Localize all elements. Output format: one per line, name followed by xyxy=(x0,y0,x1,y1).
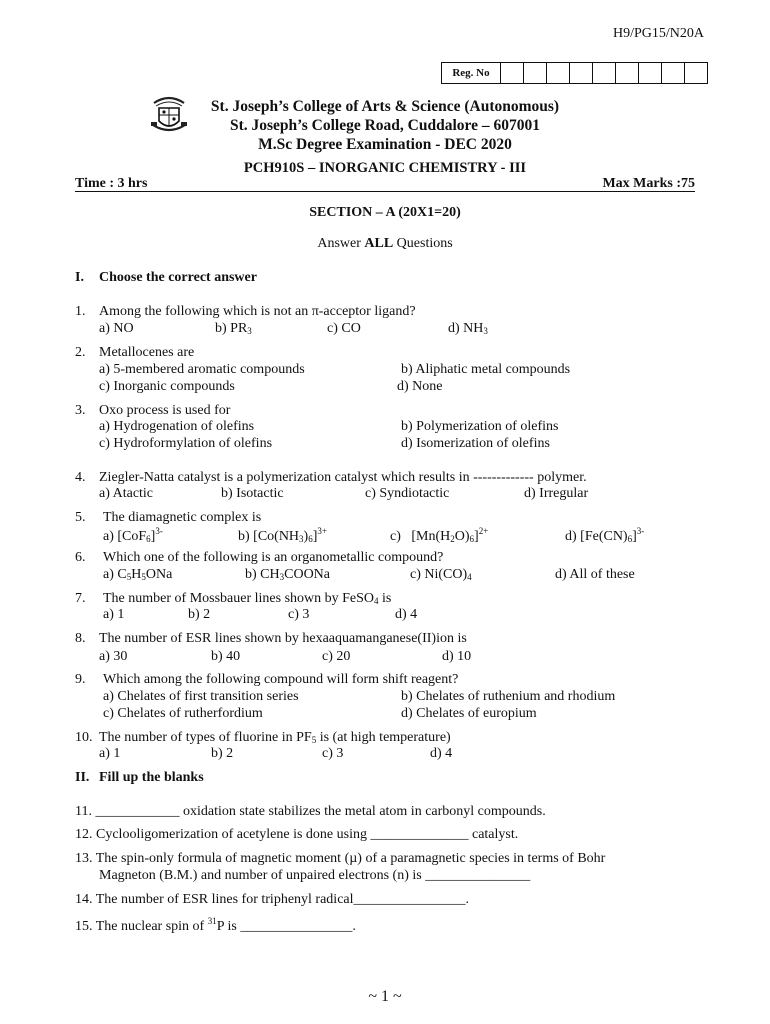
option-d: d) All of these xyxy=(555,567,635,582)
fill-blank-question: 15. The nuclear spin of $^{31}$P is ________________. xyxy=(75,916,356,934)
paper-code: H9/PG15/N20A xyxy=(612,26,704,41)
question-text: The number of Mossbauer lines shown by FeSO$_4$ is xyxy=(103,591,392,606)
option-a: a) NO xyxy=(99,321,134,336)
option-d: d) 4 xyxy=(395,607,418,622)
max-marks-label: Max Marks :75 xyxy=(602,176,695,191)
reg-no-label: Reg. No xyxy=(442,63,501,83)
header-rule xyxy=(75,191,695,192)
question-text: Which among the following compound will form shift reagent? xyxy=(103,672,459,687)
reg-no-cell xyxy=(524,63,547,83)
page-number: ~ 1 ~ xyxy=(368,988,402,1005)
option-b: b) 2 xyxy=(188,607,211,622)
option-c: c) Syndiotactic xyxy=(365,486,450,501)
reg-no-cell xyxy=(616,63,639,83)
option-d: d) Chelates of europium xyxy=(401,706,537,721)
option-d: d) $NH_3$ xyxy=(448,321,488,336)
option-a: a) 1 xyxy=(103,607,125,622)
option-b: b) Aliphatic metal compounds xyxy=(401,362,571,377)
option-a: a) 30 xyxy=(99,649,128,664)
option-c: c) CO xyxy=(327,321,361,336)
option-c: c) Chelates of rutherfordium xyxy=(103,706,263,721)
option-b: b) Polymerization of olefins xyxy=(401,419,559,434)
reg-no-cell xyxy=(501,63,524,83)
question-text: Which one of the following is an organometallic compound? xyxy=(103,550,444,565)
option-a: a) Atactic xyxy=(99,486,154,501)
reg-no-cell xyxy=(639,63,662,83)
college-name: St. Joseph’s College of Arts & Science (Autonomous) xyxy=(210,98,560,115)
option-b: b) $PR_3$ xyxy=(215,321,252,336)
section-title: SECTION – A (20X1=20) xyxy=(309,205,461,220)
question-text: Metallocenes are xyxy=(99,345,195,360)
part-number: I. xyxy=(75,270,84,285)
question-text: The number of ESR lines shown by hexaaquamanganese(II)ion is xyxy=(99,631,467,646)
question-number: 3. xyxy=(75,403,86,418)
option-d: d) Isomerization of olefins xyxy=(401,436,550,451)
question-text: Among the following which is not an π-acceptor ligand? xyxy=(99,304,416,319)
fill-blank-question: 12. Cyclooligomerization of acetylene is done using ______________ catalyst. xyxy=(75,827,519,842)
option-b: b) $[Co(NH_3)_6]^{3+}$ xyxy=(238,526,327,544)
option-c: c) $[Mn(H_2O)_6]^{2+}$ xyxy=(390,526,489,544)
option-c: c) $Ni(CO)_4$ xyxy=(410,567,472,582)
part-number: II. xyxy=(75,770,90,785)
answer-instruction: Answer ALL Questions xyxy=(317,236,453,251)
exam-title: M.Sc Degree Examination - DEC 2020 xyxy=(258,136,512,153)
question-text: The diamagnetic complex is xyxy=(103,510,262,525)
option-d: d) None xyxy=(397,379,443,394)
question-number: 9. xyxy=(75,672,86,687)
question-number: 7. xyxy=(75,591,86,606)
option-b: b) Chelates of ruthenium and rhodium xyxy=(401,689,616,704)
option-c: c) 3 xyxy=(288,607,310,622)
question-number: 8. xyxy=(75,631,86,646)
question-number: 1. xyxy=(75,304,86,319)
question-text: Ziegler-Natta catalyst is a polymerization catalyst which results in ------------- polymer. xyxy=(99,470,587,485)
option-b: b) $CH_3COONa$ xyxy=(245,567,331,582)
question-number: 6. xyxy=(75,550,86,565)
question-number: 10. xyxy=(75,730,93,745)
option-a: a) $[CoF_6]^{3-}$ xyxy=(103,526,163,544)
option-d: d) 10 xyxy=(442,649,472,664)
question-text: The number of types of fluorine in $PF_5$ is (at high temperature) xyxy=(99,730,451,745)
reg-no-cell xyxy=(547,63,570,83)
option-c: c) 20 xyxy=(322,649,351,664)
option-b: b) Isotactic xyxy=(221,486,284,501)
option-c: c) Hydroformylation of olefins xyxy=(99,436,273,451)
fill-blank-question: 11. ____________ oxidation state stabilizes the metal atom in carbonyl compounds. xyxy=(75,804,546,819)
fill-blank-question: 13. The spin-only formula of magnetic moment (µ) of a paramagnetic species in terms of Bohr xyxy=(75,851,606,866)
reg-no-cell xyxy=(570,63,593,83)
part-title: Choose the correct answer xyxy=(99,270,257,285)
option-a: a) $C_5H_5ONa$ xyxy=(103,567,173,582)
option-a: a) 5-membered aromatic compounds xyxy=(99,362,305,377)
question-number: 4. xyxy=(75,470,86,485)
option-d: d) Irregular xyxy=(524,486,589,501)
reg-no-cell xyxy=(685,63,707,83)
fill-blank-question-cont: Magneton (B.M.) and number of unpaired electrons (n) is _______________ xyxy=(99,868,531,883)
fill-blank-question: 14. The number of ESR lines for triphenyl radical________________. xyxy=(75,892,470,907)
part-title: Fill up the blanks xyxy=(99,770,204,785)
option-c: c) Inorganic compounds xyxy=(99,379,235,394)
reg-no-cell xyxy=(593,63,616,83)
question-number: 5. xyxy=(75,510,86,525)
course-title: PCH910S – INORGANIC CHEMISTRY - III xyxy=(243,160,527,176)
option-d: d) 4 xyxy=(430,746,453,761)
option-a: a) Chelates of first transition series xyxy=(103,689,299,704)
option-a: a) 1 xyxy=(99,746,121,761)
option-b: b) 2 xyxy=(211,746,234,761)
question-number: 2. xyxy=(75,345,86,360)
option-a: a) Hydrogenation of olefins xyxy=(99,419,255,434)
question-text: Oxo process is used for xyxy=(99,403,231,418)
reg-no-box xyxy=(441,62,708,84)
college-address: St. Joseph’s College Road, Cuddalore – 607001 xyxy=(229,117,541,134)
time-label: Time : 3 hrs xyxy=(75,176,148,191)
option-c: c) 3 xyxy=(322,746,344,761)
reg-no-cell xyxy=(662,63,685,83)
option-b: b) 40 xyxy=(211,649,241,664)
option-d: d) $[Fe(CN)_6]^{3-}$ xyxy=(565,526,645,544)
